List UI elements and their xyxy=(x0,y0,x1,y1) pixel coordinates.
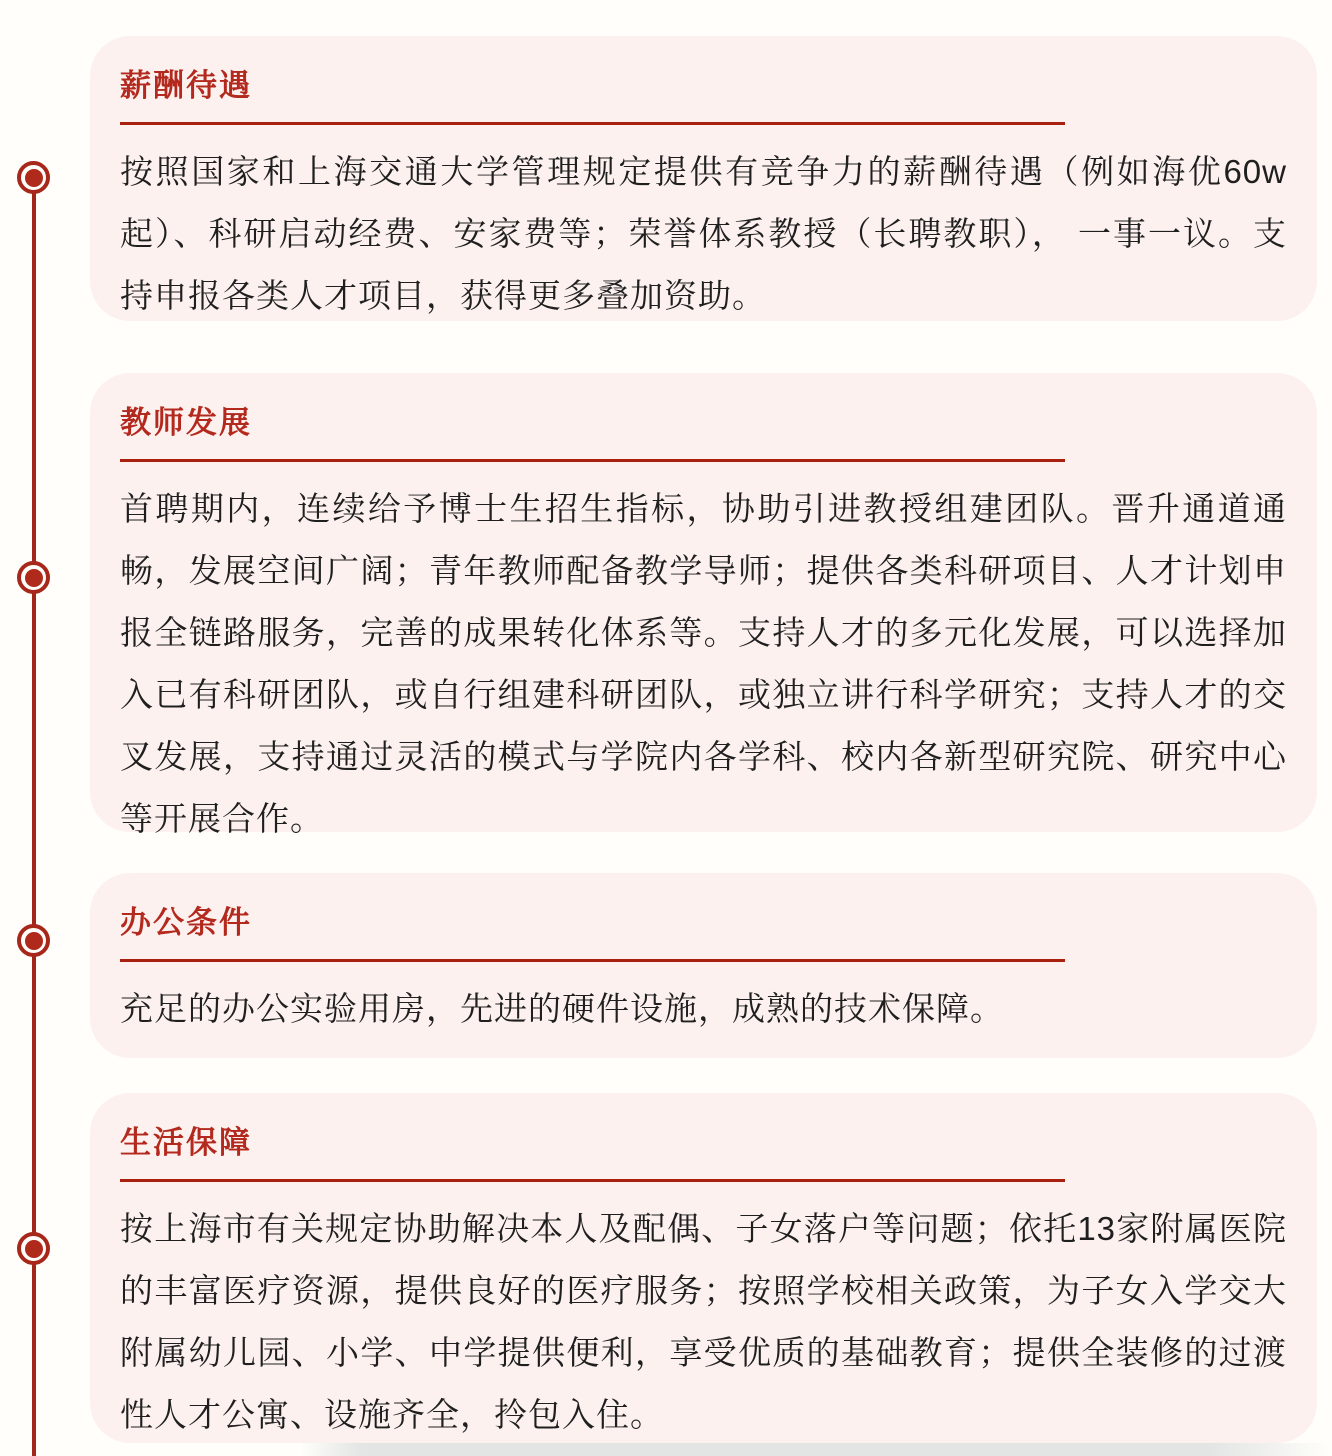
title-underline xyxy=(120,122,1065,125)
timeline-dot-icon xyxy=(25,569,43,587)
timeline-marker-icon xyxy=(17,924,50,957)
timeline-marker-icon xyxy=(17,161,50,194)
timeline-dot-icon xyxy=(25,169,43,187)
section-title: 薪酬待遇 xyxy=(120,68,252,103)
next-section-edge xyxy=(300,1443,1332,1456)
section-title: 教师发展 xyxy=(120,405,252,440)
section-title: 生活保障 xyxy=(120,1125,252,1160)
section-body: 按上海市有关规定协助解决本人及配偶、子女落户等问题；依托13家附属医院的丰富医疗资源，提供良好的医疗服务；按照学校相关政策，为子女入学交大附属幼儿园、小学、中学提供便利，享受优质的基础教育；提供全装修的过渡性人才公寓、设施齐全，拎包入住。 xyxy=(120,1210,1287,1433)
timeline-dot-icon xyxy=(25,1240,43,1258)
title-underline xyxy=(120,459,1065,462)
benefit-card-development xyxy=(90,373,1317,837)
timeline-dot-icon xyxy=(25,932,43,950)
section-body: 按照国家和上海交通大学管理规定提供有竞争力的薪酬待遇（例如海优60w起）、科研启动经费、安家费等；荣誉体系教授（长聘教职）， 一事一议。支持申报各类人才项目，获得更多叠加资助。 xyxy=(120,153,1287,314)
benefit-card-salary xyxy=(90,36,1317,321)
section-body: 首聘期内，连续给予博士生招生指标，协助引进教授组建团队。晋升通道通畅，发展空间广阔；青年教师配备教学导师；提供各类科研项目、人才计划申报全链路服务，完善的成果转化体系等。支持人才的多元化发展，可以选择加入已有科研团队，或自行组建科研团队，或独立讲行科学研究；支持人才的交叉发展，支持通过灵活的模式与学院内各学科、校内各新型研究院、研究中心等开展合作。 xyxy=(120,490,1287,837)
title-underline xyxy=(120,1179,1065,1182)
benefit-card-living xyxy=(90,1093,1317,1443)
timeline-marker-icon xyxy=(17,1232,50,1265)
title-underline xyxy=(120,959,1065,962)
benefit-card-office xyxy=(90,873,1317,1058)
section-body: 充足的办公实验用房，先进的硬件设施，成熟的技术保障。 xyxy=(120,990,1004,1027)
section-title: 办公条件 xyxy=(120,905,252,940)
timeline-marker-icon xyxy=(17,561,50,594)
